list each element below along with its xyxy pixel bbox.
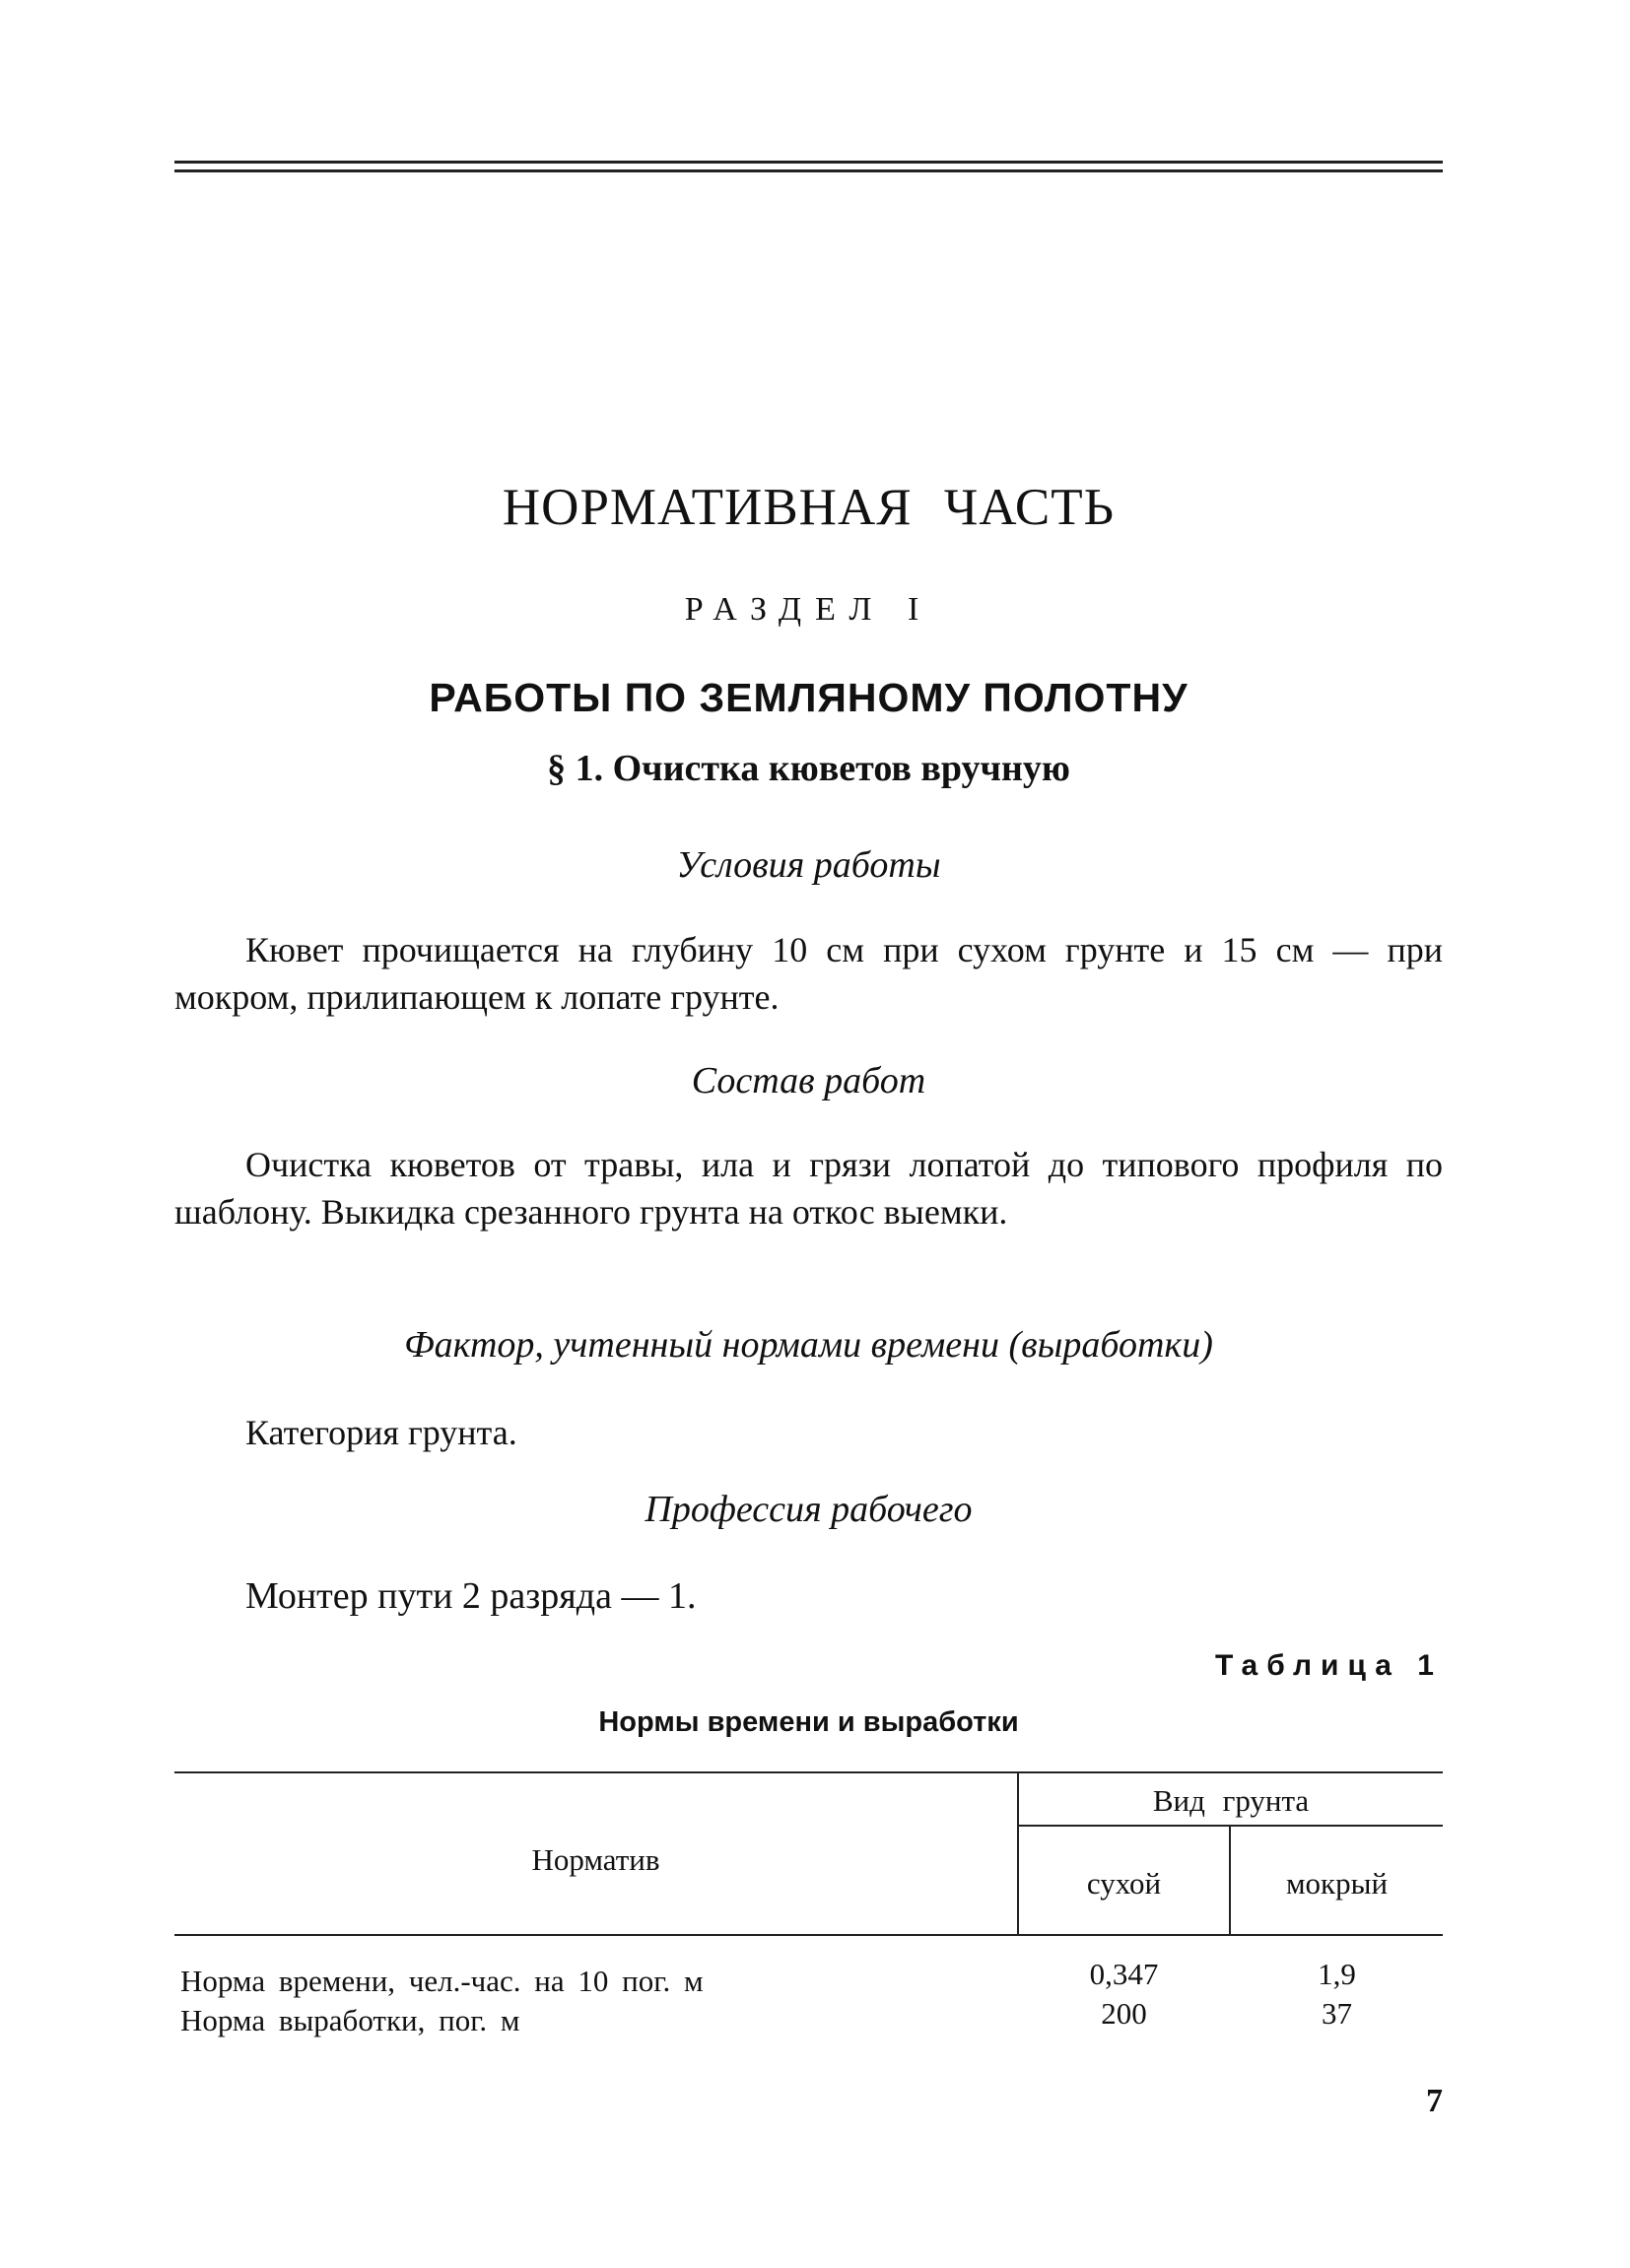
table-cell-wet: 37 <box>1322 1996 1352 2031</box>
section-title: РАБОТЫ ПО ЗЕМЛЯНОМУ ПОЛОТНУ <box>429 675 1189 720</box>
heading-work-composition: Состав работ <box>691 1060 926 1101</box>
table-title: Нормы времени и выработки <box>598 1706 1019 1738</box>
paragraph-title: § 1. Очистка кюветов вручную <box>547 748 1070 789</box>
text-profession-content: Монтер пути 2 разряда — 1. <box>245 1575 697 1617</box>
section-number: РАЗДЕЛ I <box>684 591 933 628</box>
table-top-rule <box>174 1771 1443 1773</box>
text-factor <box>174 1409 1443 1456</box>
text-work-conditions <box>174 926 1443 1021</box>
text-work-composition-content: Очистка кюветов от травы, ила и грязи лопатой до типового профиля по шаблону. Выкидка срезанного грунта на откос выемки. <box>174 1145 1443 1232</box>
text-work-composition <box>174 1141 1443 1235</box>
text-profession <box>174 1572 1443 1620</box>
table-label: Таблица 1 <box>1214 1649 1443 1682</box>
table-row-label: Норма времени, чел.-час. на 10 пог. м <box>180 1964 704 1998</box>
table-cell-dry: 200 <box>1101 1996 1147 2031</box>
table-row-label: Норма выработки, пог. м <box>180 2003 520 2037</box>
heading-profession: Профессия рабочего <box>645 1489 973 1530</box>
top-rule-double <box>174 169 1443 172</box>
table-cell-wet: 1,9 <box>1318 1957 1356 1991</box>
heading-factor: Фактор, учтенный нормами времени (выработки) <box>404 1324 1213 1366</box>
text-factor-content: Категория грунта. <box>245 1413 517 1452</box>
heading-work-conditions: Условия работы <box>676 844 941 886</box>
table-header-normativ: Норматив <box>531 1842 660 1877</box>
table-header-bottom-rule <box>174 1934 1443 1936</box>
table-header-dry: сухой <box>1086 1866 1162 1901</box>
page-number: 7 <box>1426 2083 1443 2119</box>
text-work-conditions-content: Кювет прочищается на глубину 10 см при сухом грунте и 15 см — при мокром, прилипающем к лопате грунте. <box>174 930 1443 1017</box>
main-title: НОРМАТИВНАЯ ЧАСТЬ <box>502 479 1116 536</box>
table-cell-dry: 0,347 <box>1089 1957 1159 1991</box>
table-header-wet: мокрый <box>1285 1866 1389 1901</box>
table-header-soil-type: Вид грунта <box>1152 1783 1310 1818</box>
top-rule <box>174 161 1443 164</box>
